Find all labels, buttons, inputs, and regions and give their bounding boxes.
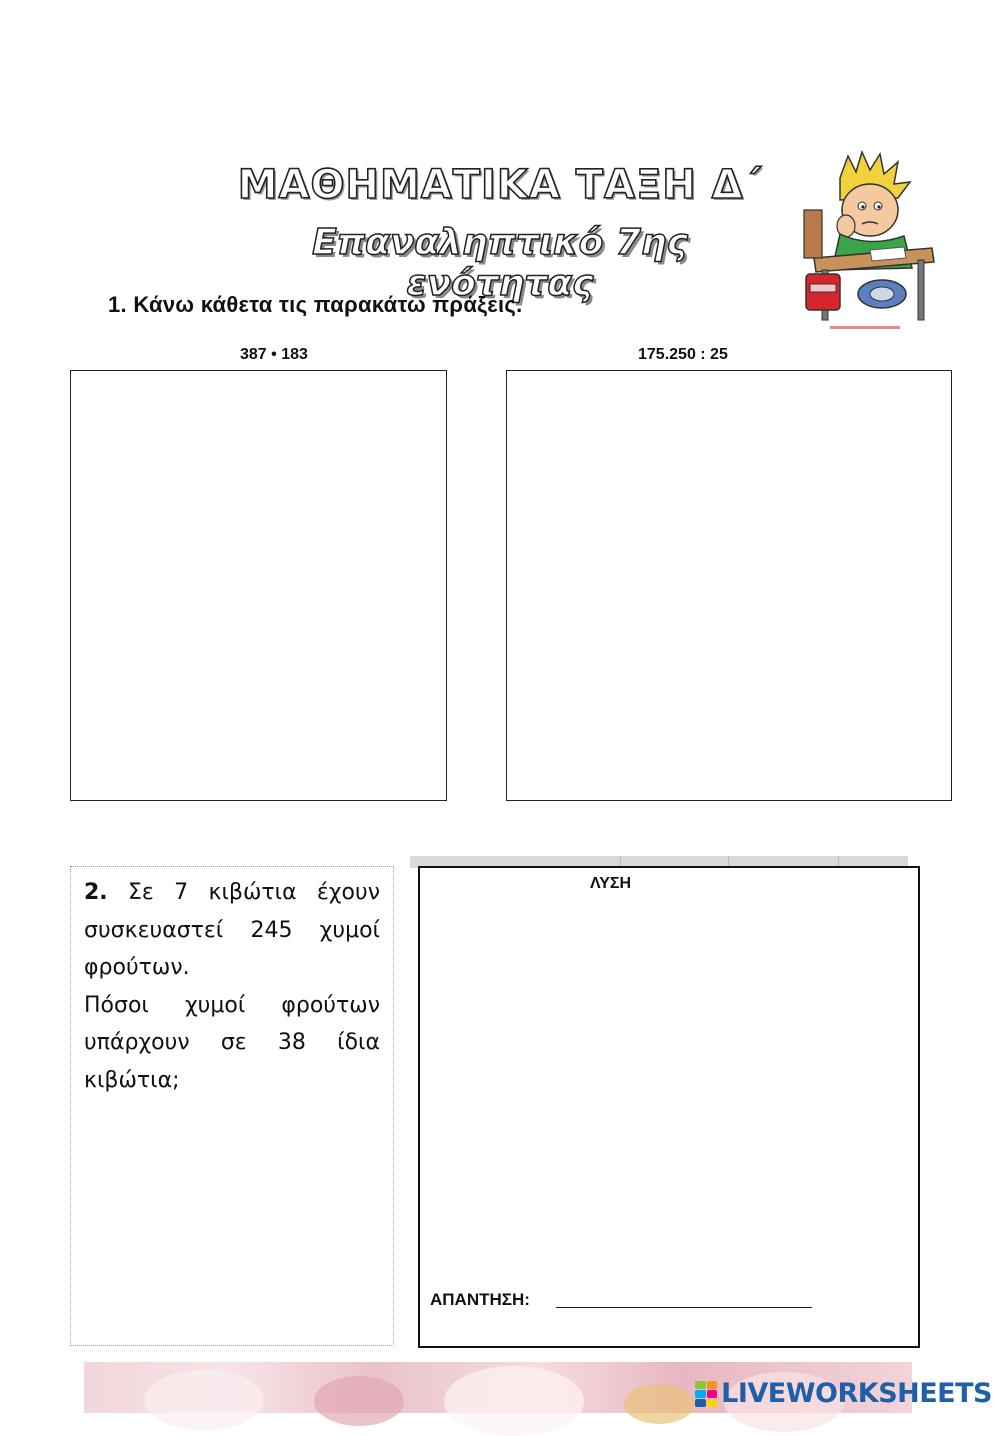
problem-line: υπάρχουν σε 38 ίδια [84,1030,380,1055]
problem-line: συσκευαστεί 245 χυμοί [84,917,380,943]
answer-input-line[interactable] [556,1307,812,1308]
solution-work-area[interactable] [418,866,920,1348]
operation-multiplication-label: 387 • 183 [240,346,308,363]
exercise-2-problem-text [84,874,380,1099]
multiplication-work-area[interactable] [70,370,447,801]
exercise-1-instruction: 1. Κάνω κάθετα τις παρακάτω πράξεις. [108,292,523,317]
student-at-desk-icon [800,148,940,338]
answer-label: ΑΠΑΝΤΗΣΗ: [430,1290,530,1309]
worksheet-title: ΜΑΘΗΜΑΤΙΚΑ ΤΑΞΗ Δ΄ [237,162,763,208]
liveworksheets-mark-icon [695,1381,717,1407]
liveworksheets-logo [695,1378,992,1409]
problem-line: Πόσοι χυμοί φρούτων [84,992,380,1018]
worksheet-subtitle: Επαναληπτικό 7ης ενότητας [312,222,688,304]
operation-division-label: 175.250 : 25 [638,346,728,363]
solution-title: ΛΥΣΗ [590,875,632,892]
problem-line: 2. Σε 7 κιβώτια έχουν [84,880,380,905]
problem-line: φρούτων. [84,955,190,980]
division-work-area[interactable] [506,370,952,801]
liveworksheets-brand-text: LIVEWORKSHEETS [721,1378,992,1409]
problem-line: κιβώτια; [84,1067,180,1093]
exercise-2-number: 2. [84,880,108,905]
